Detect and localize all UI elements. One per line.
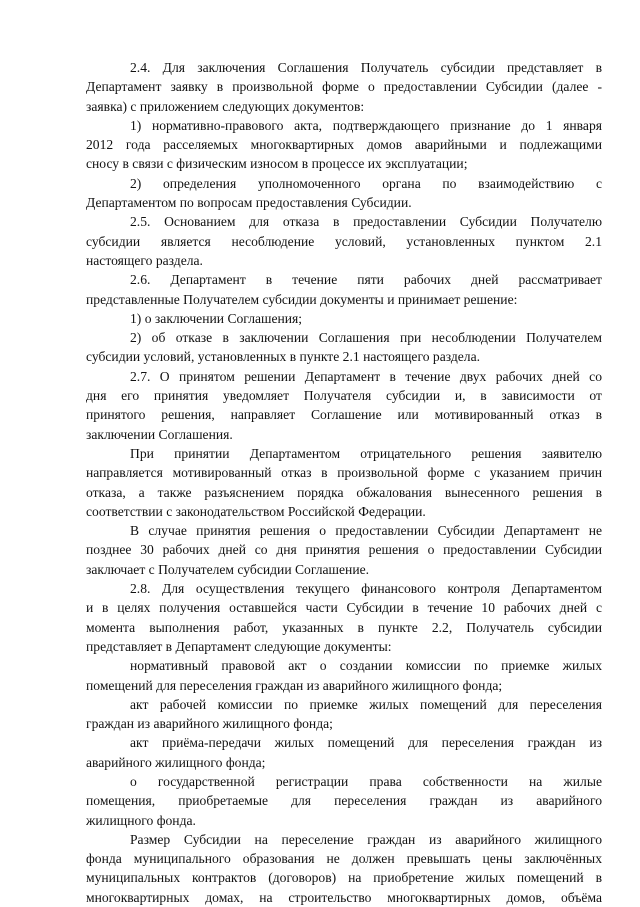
- text-line: жилищного фонда.: [86, 812, 196, 828]
- text-line: субсидии условий, установленных в пункте 2.1 настоящего раздела.: [86, 349, 481, 365]
- text-line: помещений для переселения граждан из аварийного жилищного фонда;: [86, 677, 503, 693]
- text-line: отказа, а также разъяснением порядка обжалования вынесенного решения в: [86, 484, 602, 500]
- text-line: фонда муниципального образования не должен превышать цены заключённых: [86, 851, 602, 867]
- text-line: направляется мотивированный отказ в произвольной форме с указанием причин: [86, 465, 602, 481]
- text-line: нормативный правовой акт о создании комиссии по приемке жилых: [130, 658, 602, 674]
- text-line: позднее 30 рабочих дней со дня принятия решения о предоставлении Субсидии: [86, 542, 602, 558]
- text-line: Департаментом по вопросам предоставления Субсидии.: [86, 195, 412, 211]
- text-line: граждан из аварийного жилищного фонда;: [86, 716, 333, 732]
- text-line: представляет в Департамент следующие документы:: [86, 638, 392, 654]
- text-line: и в целях получения оставшейся части Субсидии в течение 10 рабочих дней с: [86, 600, 602, 616]
- text-line: принятого решения, направляет Соглашение или мотивированный отказ в: [86, 407, 602, 423]
- text-line: 2.7. О принятом решении Департамент в течение двух рабочих дней со: [130, 368, 602, 384]
- text-line: акт приёма-передачи жилых помещений для переселения граждан из: [130, 735, 602, 751]
- text-line: 2.4. Для заключения Соглашения Получатель субсидии представляет в: [130, 60, 602, 75]
- text-line: дня его принятия уведомляет Получателя субсидии и, в зависимости от: [86, 388, 602, 404]
- text-line: 1) о заключении Соглашения;: [130, 310, 303, 326]
- text-line: 2) об отказе в заключении Соглашения при несоблюдении Получателем: [130, 330, 602, 346]
- text-line: заявка) с приложением следующих документов:: [86, 98, 365, 114]
- text-line: субсидии является несоблюдение условий, установленных пунктом 2.1: [86, 233, 602, 249]
- text-line: 2) определения уполномоченного органа по взаимодействию с: [130, 175, 602, 191]
- text-line: акт рабочей комиссии по приемке жилых помещений для переселения: [130, 696, 602, 712]
- text-line: многоквартирных домах, на строительство многоквартирных домов, объёма: [86, 889, 602, 905]
- text-line: момента выполнения работ, указанных в пункте 2.2, Получатель субсидии: [86, 619, 602, 635]
- text-line: 2.6. Департамент в течение пяти рабочих дней рассматривает: [130, 272, 602, 288]
- text-line: муниципальных контрактов (договоров) на приобретение жилых помещений в: [86, 870, 602, 886]
- text-line: аварийного жилищного фонда;: [86, 754, 266, 770]
- text-line: В случае принятия решения о предоставлении Субсидии Департамент не: [130, 523, 602, 539]
- text-line: заключении Соглашения.: [86, 426, 233, 442]
- document-page: [86, 58, 602, 907]
- text-line: заключает с Получателем субсидии Соглашение.: [86, 561, 370, 577]
- text-line: настоящего раздела.: [86, 252, 203, 268]
- text-line: 1) нормативно-правового акта, подтверждающего признание до 1 января: [130, 117, 602, 133]
- text-line: Департамент заявку в произвольной форме о предоставлении Субсидии (далее -: [86, 79, 602, 95]
- text-line: помещения, приобретаемые для переселения граждан из аварийного: [86, 793, 602, 809]
- text-line: о государственной регистрации права собственности на жилые: [130, 773, 602, 789]
- text-line: Размер Субсидии на переселение граждан из аварийного жилищного: [130, 831, 602, 847]
- text-line: 2.5. Основанием для отказа в предоставлении Субсидии Получателю: [130, 214, 602, 230]
- text-line: представленные Получателем субсидии документы и принимает решение:: [86, 291, 518, 307]
- text-line: 2012 года расселяемых многоквартирных домов аварийными и подлежащими: [86, 137, 602, 153]
- text-line: При принятии Департаментом отрицательного решения заявителю: [130, 445, 602, 461]
- text-line: сносу в связи с физическим износом в процессе их эксплуатации;: [86, 156, 468, 172]
- text-line: соответствии с законодательством Российской Федерации.: [86, 503, 426, 519]
- text-line: 2.8. Для осуществления текущего финансового контроля Департаментом: [130, 581, 602, 597]
